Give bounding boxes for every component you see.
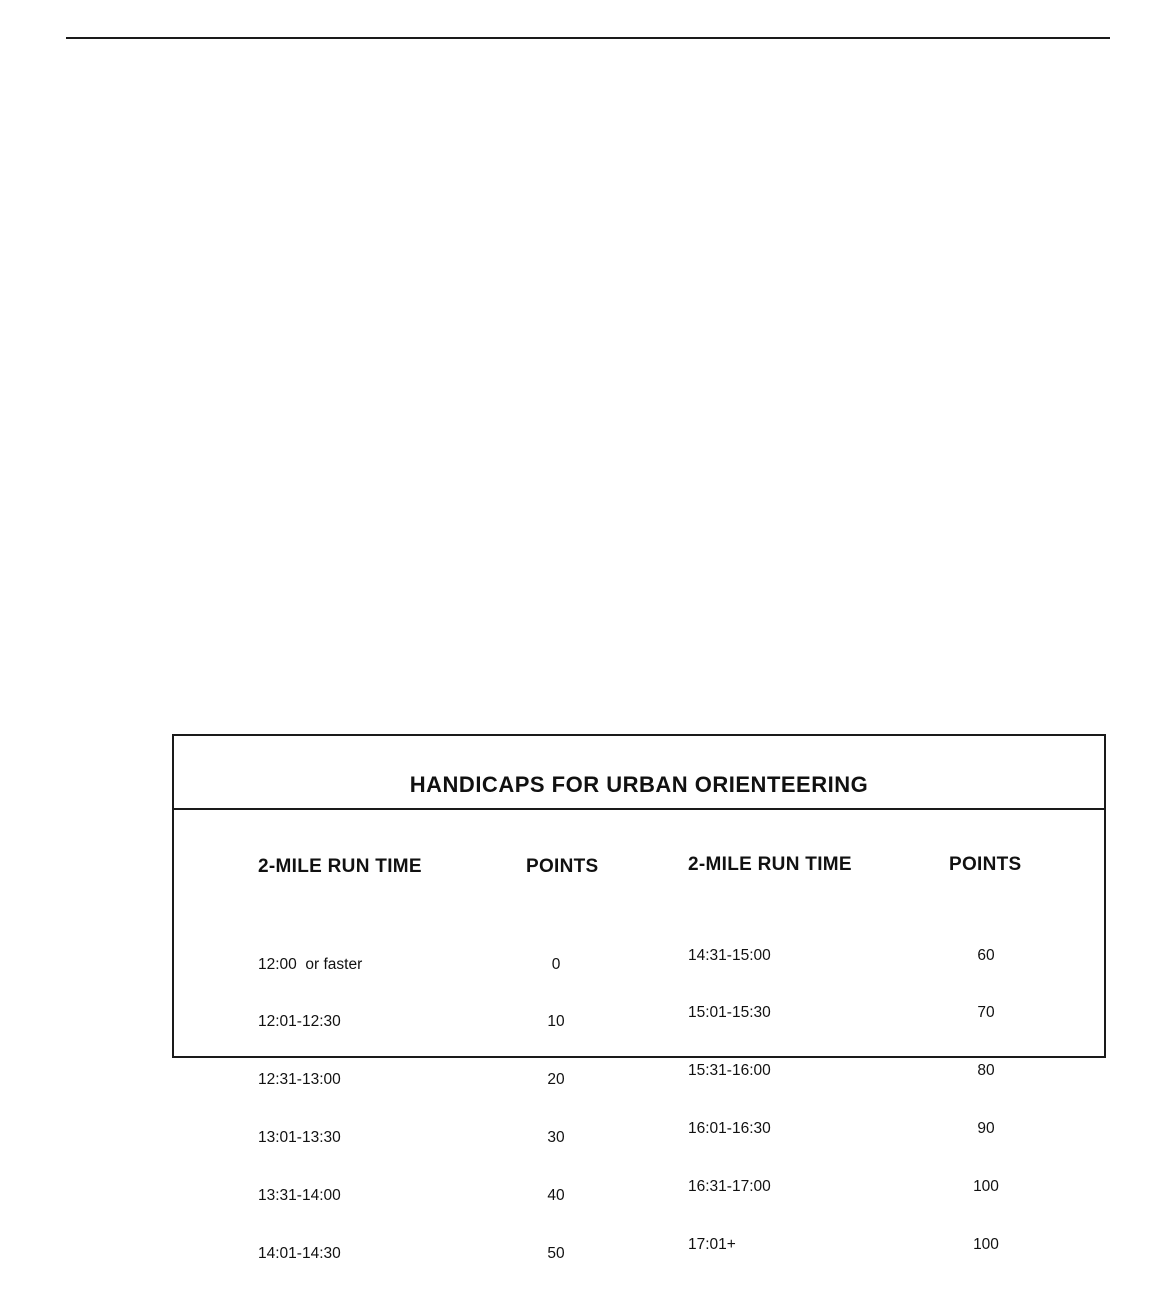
left-time-cell: 14:01-14:30 — [258, 1245, 341, 1263]
right-time-header: 2-MILE RUN TIME — [688, 854, 852, 875]
right-time-list — [688, 907, 771, 1293]
left-time-list — [258, 916, 362, 1302]
left-time-cell: 13:31-14:00 — [258, 1187, 341, 1205]
right-points-cell: 90 — [977, 1120, 995, 1138]
left-points-cell: 40 — [547, 1187, 565, 1205]
top-rule — [66, 37, 1110, 39]
right-time-cell: 15:01-15:30 — [688, 1004, 771, 1022]
left-points-cell: 0 — [551, 955, 561, 973]
left-points-cell: 20 — [547, 1071, 565, 1089]
table-title: HANDICAPS FOR URBAN ORIENTEERING — [409, 772, 869, 797]
left-points-header: POINTS — [526, 856, 599, 877]
right-points-cell: 70 — [977, 1004, 995, 1022]
title-divider — [174, 808, 1104, 810]
left-time-cell: 12:01-12:30 — [258, 1013, 341, 1031]
right-time-cell: 15:31-16:00 — [688, 1062, 771, 1080]
left-points-list — [536, 916, 576, 1302]
right-time-cell: 16:01-16:30 — [688, 1120, 771, 1138]
right-points-cell: 60 — [977, 946, 995, 964]
left-time-cell: 12:00 or faster — [258, 955, 363, 973]
right-points-list — [964, 907, 1008, 1293]
left-points-cell: 10 — [547, 1013, 565, 1031]
right-time-cell: 14:31-15:00 — [688, 946, 771, 964]
right-points-header: POINTS — [949, 854, 1022, 875]
right-points-cell: 80 — [977, 1062, 995, 1080]
right-points-cell: 100 — [973, 1178, 999, 1196]
left-points-cell: 30 — [547, 1129, 565, 1147]
left-points-cell: 50 — [547, 1245, 565, 1263]
left-time-cell: 13:01-13:30 — [258, 1129, 341, 1147]
left-time-header: 2-MILE RUN TIME — [258, 856, 422, 877]
right-time-cell: 17:01+ — [688, 1236, 736, 1254]
handicap-table — [172, 734, 1106, 1263]
left-time-cell: 12:31-13:00 — [258, 1071, 341, 1089]
right-points-cell: 100 — [973, 1236, 999, 1254]
right-time-cell: 16:31-17:00 — [688, 1178, 771, 1196]
